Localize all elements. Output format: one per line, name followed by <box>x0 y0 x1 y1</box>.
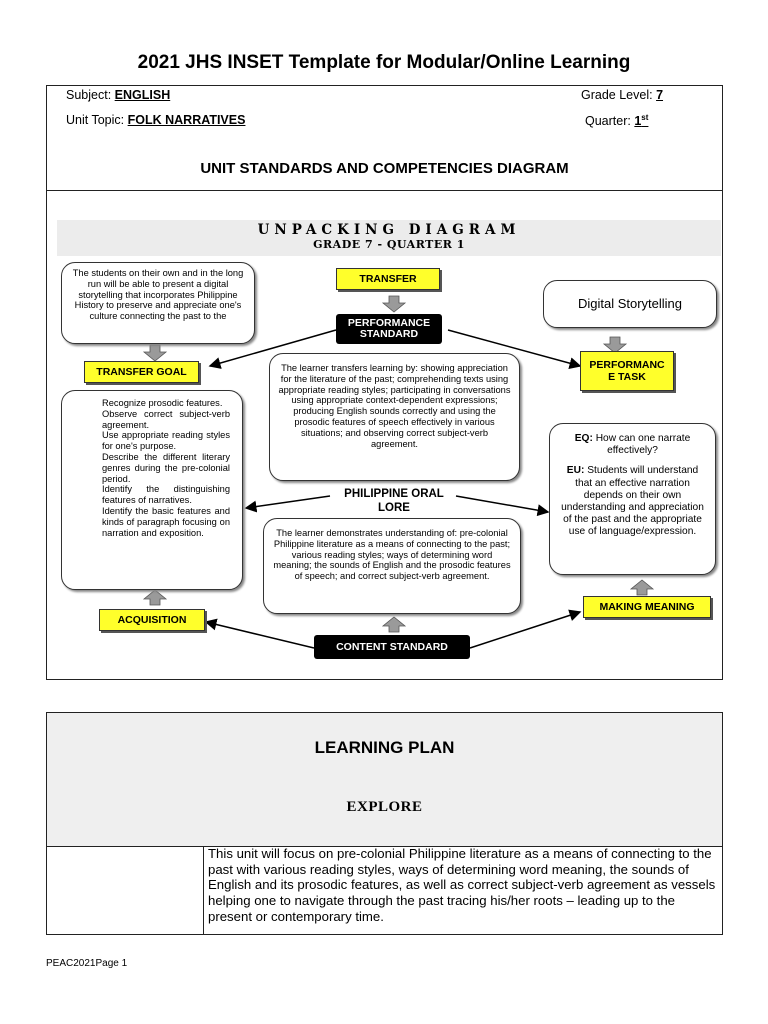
digital-storytelling-box: Digital Storytelling <box>543 280 717 328</box>
grade-label: Grade Level: <box>581 88 653 102</box>
making-meaning-label: MAKING MEANING <box>583 596 711 618</box>
learning-plan-phase: EXPLORE <box>346 799 423 815</box>
philippine-oral-lore-label: PHILIPPINE ORAL LORE <box>344 488 444 514</box>
acquisition-item: Identify the distinguishing features of narratives. <box>102 484 230 506</box>
arrow-lore-to-eq <box>456 496 548 512</box>
transfer-goal-text-box: The students on their own and in the long run will be able to present a digital storytelling that incorporates Philippine History to preserve and appreciate one's culture connecting the past to the <box>61 262 255 344</box>
eq-text: How can one narrate effectively? <box>595 433 691 457</box>
quarter-value: 1st <box>634 113 649 129</box>
document-title: 2021 JHS INSET Template for Modular/Online Learning <box>137 52 631 73</box>
block-arrow-acquisition <box>144 590 166 605</box>
eu-text: Students will understand that an effective narration depends on their own understanding and appreciation of the past and the appropriate use of language/expression. <box>561 465 704 538</box>
subject-label: Subject: <box>66 88 112 102</box>
section-title: UNIT STANDARDS AND COMPETENCIES DIAGRAM <box>200 160 569 177</box>
grade-value: 7 <box>656 88 664 102</box>
block-arrow-transfer <box>383 296 405 312</box>
topic-label: Unit Topic: <box>66 113 125 127</box>
diagram-title: UNPACKING DIAGRAM <box>257 222 521 238</box>
acquisition-label: ACQUISITION <box>99 609 205 631</box>
block-arrow-content <box>383 617 405 632</box>
content-standard-label: CONTENT STANDARD <box>314 635 470 659</box>
performance-task-label: PERFORMANC E TASK <box>580 351 674 391</box>
transfer-goal-label: TRANSFER GOAL <box>84 361 199 383</box>
learning-plan-column-divider <box>203 846 204 935</box>
acquisition-list-box <box>61 390 243 590</box>
acquisition-item: Describe the different literary genres during the pre-colonial period. <box>102 451 230 484</box>
diagram-subtitle: GRADE 7 - QUARTER 1 <box>313 238 465 251</box>
eq-label: EQ: <box>574 433 593 444</box>
block-arrow-making-meaning <box>631 580 653 595</box>
subject-value: ENGLISH <box>114 88 171 102</box>
arrow-lore-to-acquisition <box>246 496 330 508</box>
arrow-cs-to-making-meaning <box>470 612 580 648</box>
arrow-cs-to-acquisition <box>206 622 314 648</box>
eq-eu-box <box>549 423 716 575</box>
learning-plan-title: LEARNING PLAN <box>314 738 455 757</box>
performance-standard-label: PERFORMANCE STANDARD <box>336 314 442 344</box>
quarter-label: Quarter: <box>585 114 631 129</box>
learning-plan-body: This unit will focus on pre-colonial Philippine literature as a means of connecting to the past with various reading styles, ways of determining word meaning, the sounds of English and its prosodic features, as well as correct subject-verb agreement as vessels helping one to navigate through the past tracing his/her roots – leading up to the present or contemporary time. <box>208 846 716 924</box>
acquisition-item: Identify the basic features and kinds of paragraph focusing on narration and exposition. <box>102 505 230 538</box>
content-standard-text-box: The learner demonstrates understanding of: pre-colonial Philippine literature as a means of connecting to the past; various reading styles; ways of determining word meaning; the sounds of English and the prosodic features of speech; and correct subject-verb agreement. <box>263 518 521 614</box>
performance-standard-text-box: The learner transfers learning by: showing appreciation for the literature of the past; comprehending texts using appropriate reading styles; participating in conversations using appropriate context-dependent expressions; producing English sounds correctly and using the prosodic features of speech effectively in various situations; and observing correct subject-verb agreement. <box>269 353 520 481</box>
transfer-label: TRANSFER <box>336 268 440 290</box>
block-arrow-transfer-goal <box>144 345 166 361</box>
acquisition-item: Use appropriate reading styles for one's purpose. <box>102 430 230 452</box>
acquisition-item: Observe correct subject-verb agreement. <box>102 408 230 430</box>
page-footer: PEAC2021Page 1 <box>46 958 128 969</box>
acquisition-item: Recognize prosodic features. <box>102 398 223 408</box>
eu-label: EU: <box>566 465 585 477</box>
topic-value: FOLK NARRATIVES <box>127 113 246 127</box>
